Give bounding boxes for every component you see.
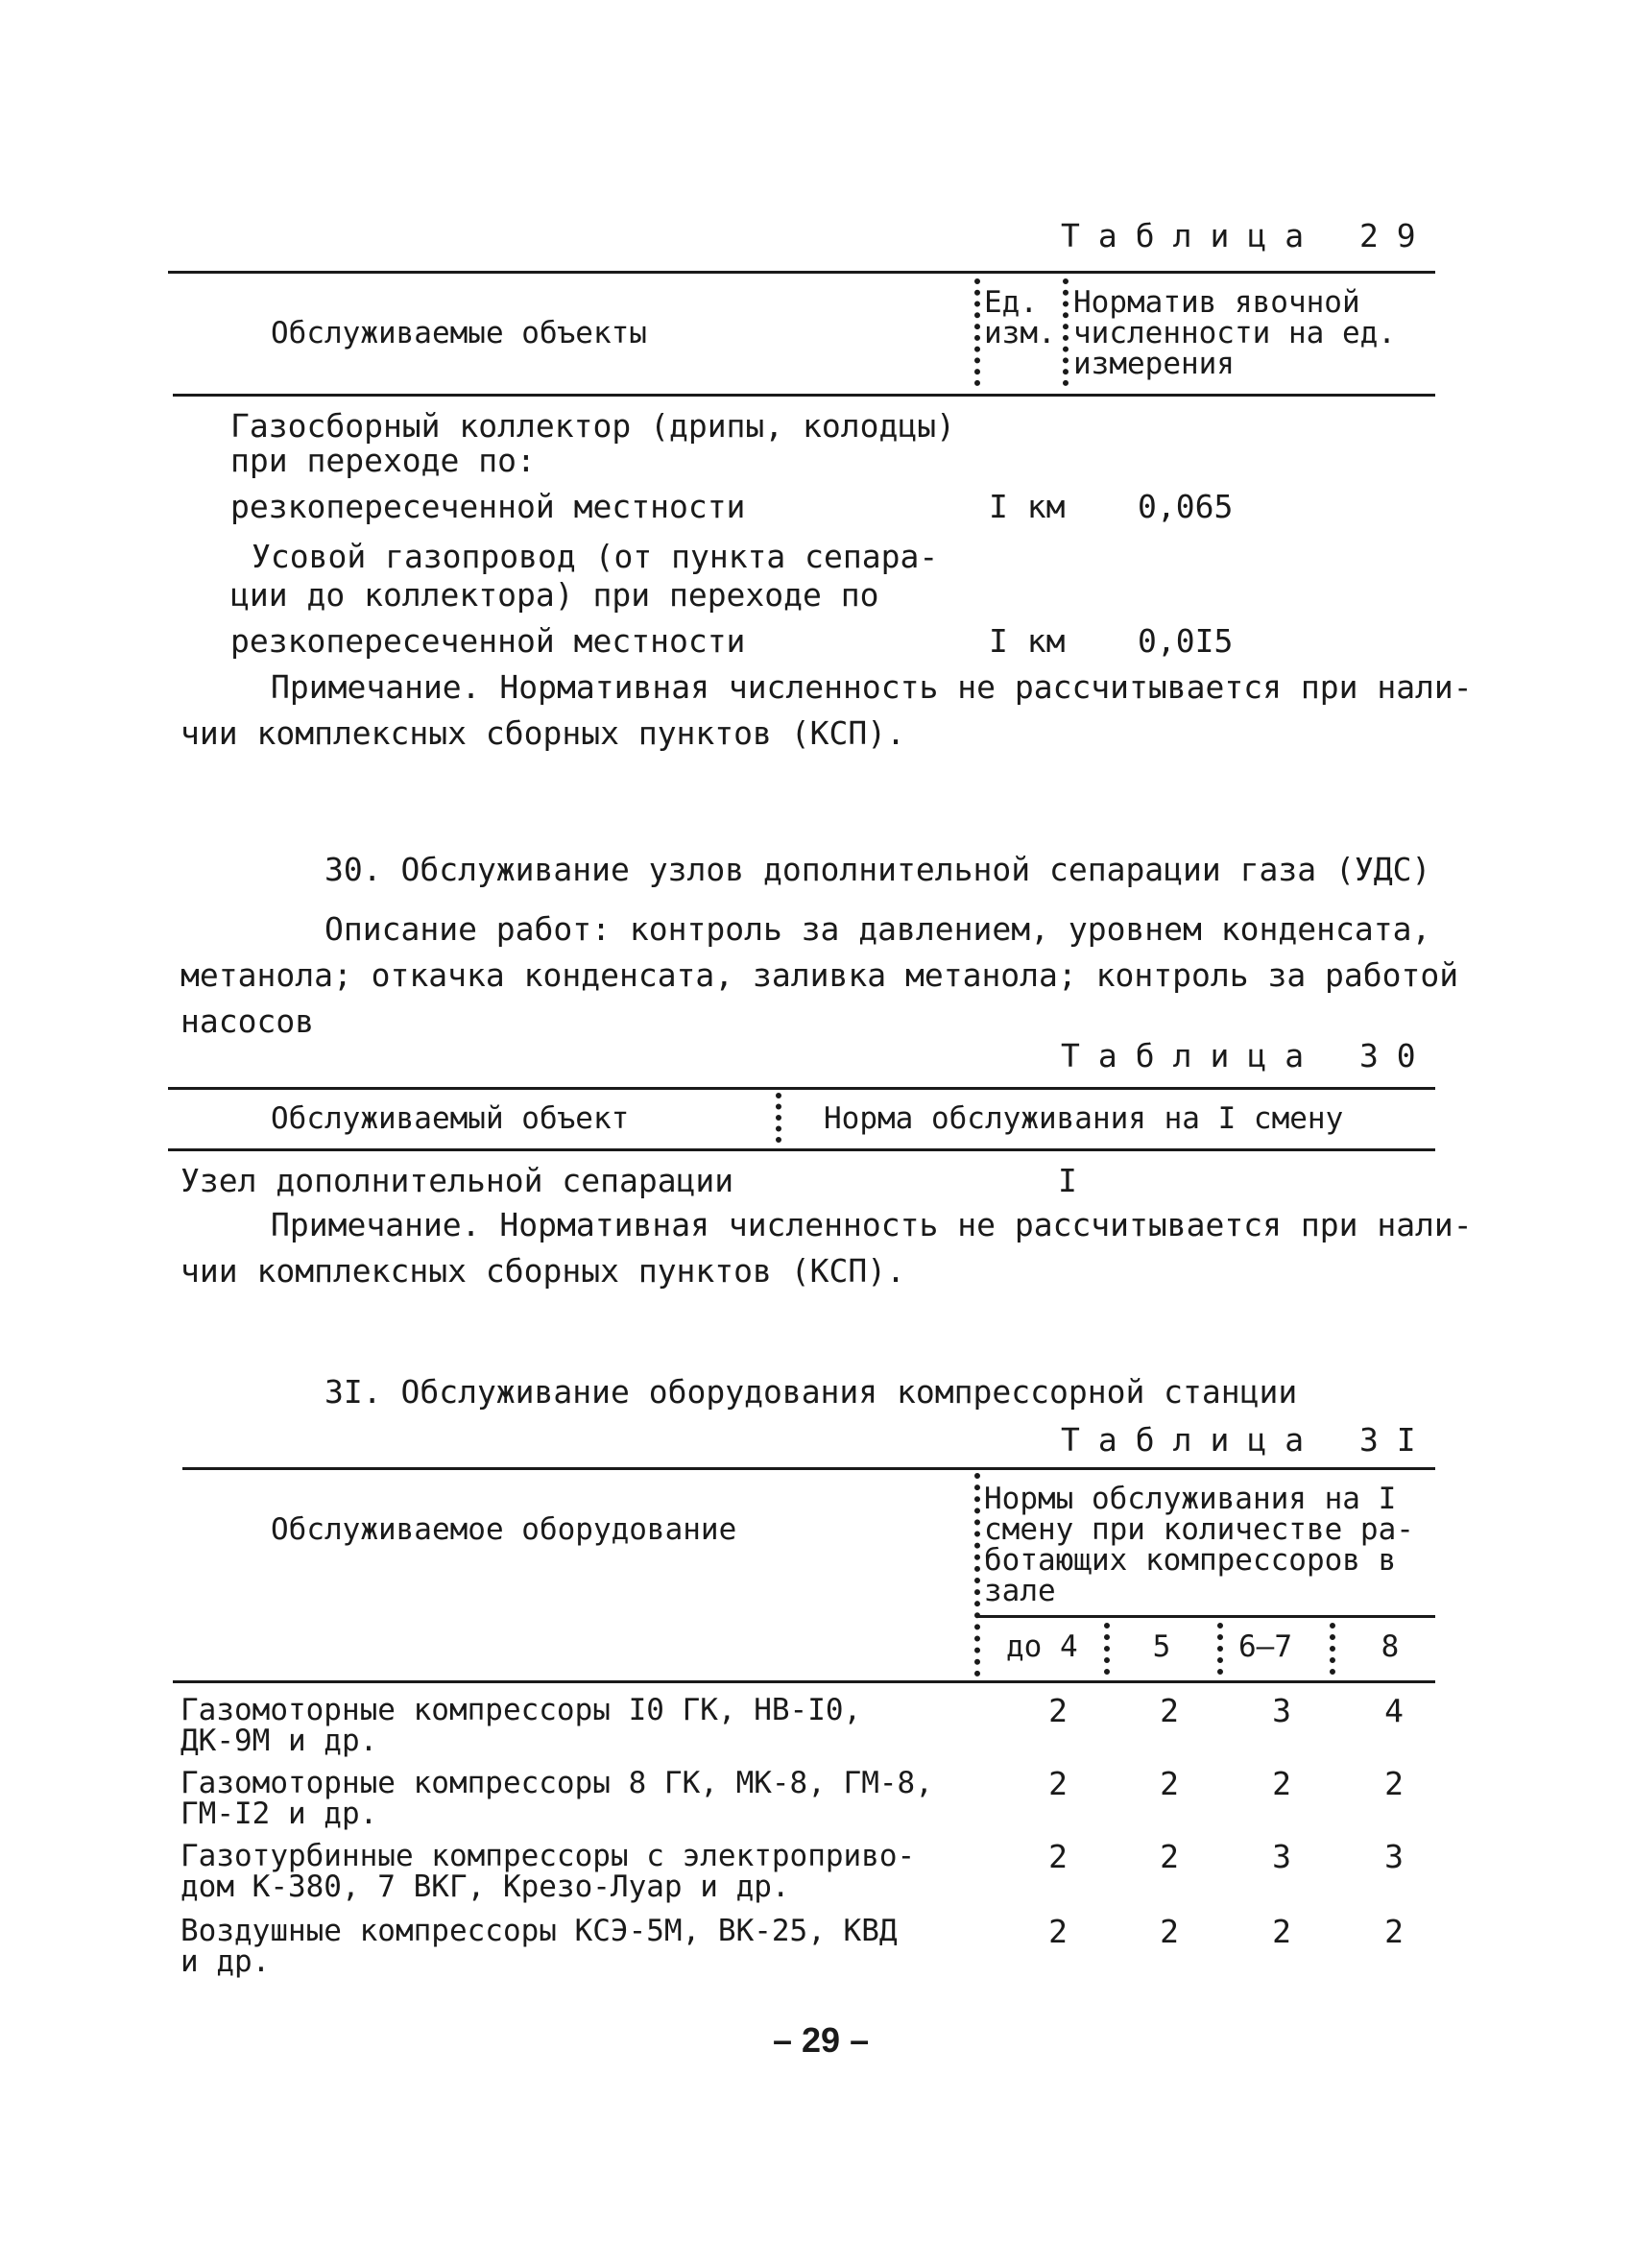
table-29-row2-line2: ции до коллектора) при переходе по: [230, 576, 879, 614]
table-31-header-group-line4: зале: [984, 1574, 1056, 1608]
table-31-header-divider-main: [974, 1473, 980, 1677]
table-31-row2-val-8: 2: [1384, 1765, 1404, 1802]
table-29-header-norm-line1: Норматив явочной: [1073, 285, 1360, 320]
table-31-subheader-divider-2: [1217, 1623, 1223, 1675]
table-31-row3-line1: Газотурбинные компрессоры с электроприво-: [180, 1839, 916, 1873]
section-30-desc-line3: насосов: [180, 1002, 315, 1040]
table-29-row2-line1: Усовой газопровод (от пункта сепара-: [252, 538, 939, 575]
table-31-subheader-rule: [977, 1615, 1435, 1618]
table-29-header-divider-1: [974, 278, 980, 386]
table-31-subheader-6-7: 6–7: [1238, 1629, 1292, 1664]
table-30-row-label: Узел дополнительной сепарации: [180, 1162, 734, 1199]
section-30-desc-line2: метанола; откачка конденсата, заливка метанола; контроль за работой: [180, 956, 1459, 994]
table-31-row4-line1: Воздушные компрессоры КСЭ-5М, ВК-25, КВД: [180, 1914, 898, 1948]
table-31-row1-val-8: 4: [1384, 1692, 1404, 1729]
table-29-row1-line1: Газосборный коллектор (дрипы, колодцы): [230, 407, 955, 445]
table-29-caption: Таблица 29: [1061, 217, 1434, 254]
table-29-header-norm-line2: численности на ед.: [1073, 316, 1396, 350]
table-31-row4-val-5: 2: [1160, 1913, 1179, 1950]
section-30-title: 30. Обслуживание узлов дополнительной сепарации газа (УДС): [324, 851, 1431, 888]
table-31-header-equipment: Обслуживаемое оборудование: [271, 1512, 737, 1547]
table-31-row1-line2: ДК-9М и др.: [180, 1724, 378, 1758]
table-30-note-line1: Примечание. Нормативная численность не рассчитывается при нали-: [271, 1206, 1473, 1243]
table-30-header-norm: Норма обслуживания на I смену: [824, 1101, 1344, 1136]
table-31-header-group-line3: ботающих компрессоров в: [984, 1543, 1397, 1578]
section-30-desc-line1: Описание работ: контроль за давлением, уровнем конденсата,: [324, 910, 1431, 948]
table-31-row2-val-5: 2: [1160, 1765, 1179, 1802]
table-31-row3-val-5: 2: [1160, 1838, 1179, 1875]
table-31-header-rule: [173, 1680, 1435, 1683]
table-31-subheader-divider-3: [1330, 1623, 1335, 1675]
table-31-row4-line2: и др.: [180, 1944, 271, 1979]
table-29-row1-line2: при переходе по:: [230, 442, 536, 479]
table-31-row4-val-6-7: 2: [1272, 1913, 1291, 1950]
table-31-row3-val-upto4: 2: [1048, 1838, 1068, 1875]
table-29-row2-line3: резкопересеченной местности: [230, 622, 746, 660]
table-31-row1-val-6-7: 3: [1272, 1692, 1291, 1729]
table-31-row1-val-5: 2: [1160, 1692, 1179, 1729]
table-31-row1-line1: Газомоторные компрессоры I0 ГК, НВ-I0,: [180, 1693, 862, 1727]
table-29-note-line1: Примечание. Нормативная численность не рассчитывается при нали-: [271, 668, 1473, 706]
table-31-header-group-line1: Нормы обслуживания на I: [984, 1482, 1397, 1516]
table-31-caption: Таблица 3I: [1061, 1421, 1434, 1459]
table-30-header-object: Обслуживаемый объект: [271, 1101, 630, 1136]
table-29-header-divider-2: [1063, 278, 1069, 386]
table-29-row2-value: 0,0I5: [1138, 622, 1234, 660]
table-30-caption: Таблица 30: [1061, 1037, 1434, 1074]
table-31-row2-val-6-7: 2: [1272, 1765, 1291, 1802]
table-31-subheader-5: 5: [1152, 1629, 1171, 1664]
table-30-header-divider: [776, 1093, 781, 1143]
table-31-subheader-divider-1: [1104, 1623, 1110, 1675]
table-29-row1-unit: I км: [989, 488, 1066, 525]
table-29-header-unit-line2: изм.: [984, 316, 1056, 350]
table-29-header-objects: Обслуживаемые объекты: [271, 316, 647, 350]
table-31-row4-val-8: 2: [1384, 1913, 1404, 1950]
table-31-row1-val-upto4: 2: [1048, 1692, 1068, 1729]
section-31-title: 3I. Обслуживание оборудования компрессорной станции: [324, 1373, 1298, 1411]
table-31-row3-val-8: 3: [1384, 1838, 1404, 1875]
table-31-subheader-8: 8: [1381, 1629, 1400, 1664]
table-29-note-line2: чии комплексных сборных пунктов (КСП).: [180, 714, 905, 752]
table-31-row2-line1: Газомоторные компрессоры 8 ГК, МК-8, ГМ-8,: [180, 1766, 933, 1800]
table-31-top-rule: [182, 1467, 1435, 1470]
table-29-row1-line3: резкопересеченной местности: [230, 488, 746, 525]
table-30-top-rule: [168, 1087, 1435, 1090]
table-29-row1-value: 0,065: [1138, 488, 1234, 525]
table-31-row3-val-6-7: 3: [1272, 1838, 1291, 1875]
table-30-row-value: I: [1058, 1162, 1077, 1199]
table-29-header-norm-line3: измерения: [1073, 347, 1235, 381]
table-29-header-unit-line1: Ед.: [984, 285, 1038, 320]
table-30-header-rule: [168, 1148, 1435, 1151]
table-29-header-rule: [173, 394, 1435, 397]
table-30-note-line2: чии комплексных сборных пунктов (КСП).: [180, 1252, 905, 1290]
table-29-row2-unit: I км: [989, 622, 1066, 660]
table-31-subheader-upto4: до 4: [1006, 1629, 1078, 1664]
table-31-row3-line2: дом К-380, 7 ВКГ, Крезо-Луар и др.: [180, 1870, 790, 1904]
table-29-top-rule: [168, 271, 1435, 274]
table-31-row2-val-upto4: 2: [1048, 1765, 1068, 1802]
page-number: – 29 –: [773, 2020, 870, 2060]
table-31-row2-line2: ГМ-I2 и др.: [180, 1797, 378, 1831]
table-31-row4-val-upto4: 2: [1048, 1913, 1068, 1950]
table-31-header-group-line2: смену при количестве ра-: [984, 1512, 1414, 1547]
